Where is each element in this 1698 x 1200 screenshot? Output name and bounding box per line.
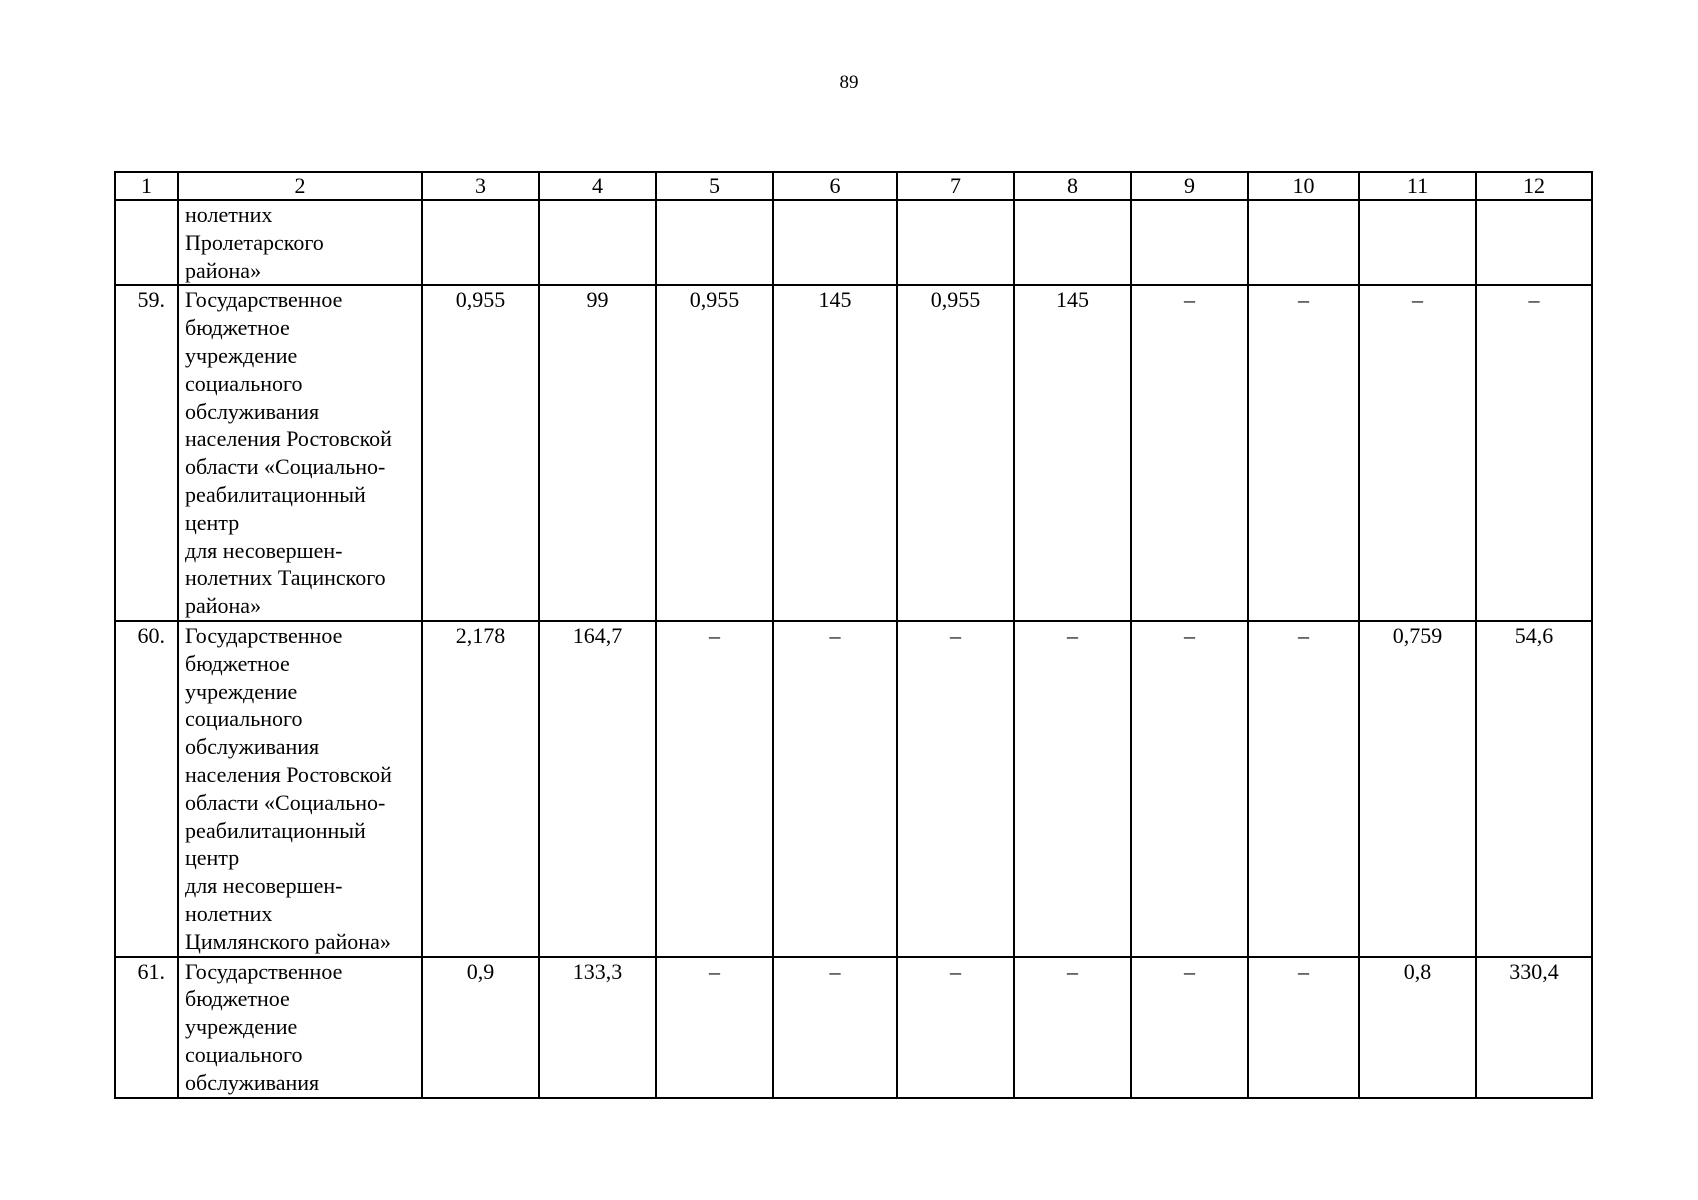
row-number: 59.: [115, 285, 178, 621]
table-cell: [1014, 200, 1131, 285]
column-header: 10: [1248, 172, 1359, 200]
column-header: 7: [897, 172, 1014, 200]
institution-name: Государственное бюджетное учреждение социального обслуживания: [178, 957, 422, 1098]
table-cell: [897, 200, 1014, 285]
table-cell: [1476, 200, 1592, 285]
table-cell: –: [1248, 957, 1359, 1098]
table-cell: –: [1248, 621, 1359, 957]
table-cell: –: [1014, 621, 1131, 957]
table-cell: –: [1014, 957, 1131, 1098]
table-cell: [773, 200, 897, 285]
column-header: 2: [178, 172, 422, 200]
page-number: 89: [839, 72, 859, 93]
column-header: 9: [1131, 172, 1248, 200]
table-cell: [1248, 200, 1359, 285]
institution-name: нолетних Пролетарского района»: [178, 200, 422, 285]
table-cell: 0,9: [422, 957, 539, 1098]
table-cell: 164,7: [539, 621, 656, 957]
column-header: 8: [1014, 172, 1131, 200]
column-header: 3: [422, 172, 539, 200]
table-cell: 133,3: [539, 957, 656, 1098]
table-cell: 99: [539, 285, 656, 621]
table-cell: –: [656, 957, 773, 1098]
table-cell: 54,6: [1476, 621, 1592, 957]
table-cell: 145: [1014, 285, 1131, 621]
table-cell: –: [1131, 621, 1248, 957]
table-cell: [1131, 200, 1248, 285]
column-header: 4: [539, 172, 656, 200]
table-row: [115, 957, 1592, 1098]
table-row: [115, 200, 1592, 285]
table-cell: –: [1359, 285, 1476, 621]
table-cell: –: [897, 621, 1014, 957]
table-cell: 0,955: [656, 285, 773, 621]
table-cell: –: [1131, 957, 1248, 1098]
table-cell: –: [1476, 285, 1592, 621]
table-cell: [422, 200, 539, 285]
table-cell: 2,178: [422, 621, 539, 957]
table-row: [115, 285, 1592, 621]
column-header: 11: [1359, 172, 1476, 200]
data-table: [114, 171, 1593, 1099]
table-cell: [1359, 200, 1476, 285]
table-cell: 330,4: [1476, 957, 1592, 1098]
column-header: 1: [115, 172, 178, 200]
institution-name: Государственное бюджетное учреждение социального обслуживания населения Ростовской области «Социально- реабилитационный центр для несовершен- нолетних Цимлянского района»: [178, 621, 422, 957]
table-cell: –: [1131, 285, 1248, 621]
column-header: 12: [1476, 172, 1592, 200]
row-number: 61.: [115, 957, 178, 1098]
column-header: 6: [773, 172, 897, 200]
table-cell: –: [897, 957, 1014, 1098]
table-cell: –: [656, 621, 773, 957]
table-cell: [539, 200, 656, 285]
table-row: [115, 621, 1592, 957]
table-cell: –: [773, 621, 897, 957]
table-cell: 0,955: [422, 285, 539, 621]
table-cell: –: [1248, 285, 1359, 621]
institution-name: Государственное бюджетное учреждение социального обслуживания населения Ростовской области «Социально- реабилитационный центр для несовершен- нолетних Тацинского района»: [178, 285, 422, 621]
row-number: 60.: [115, 621, 178, 957]
table-header-row: [115, 172, 1592, 200]
row-number: [115, 200, 178, 285]
table-cell: 145: [773, 285, 897, 621]
table-cell: 0,8: [1359, 957, 1476, 1098]
table-cell: 0,955: [897, 285, 1014, 621]
table-cell: –: [773, 957, 897, 1098]
column-header: 5: [656, 172, 773, 200]
table-cell: [656, 200, 773, 285]
table-cell: 0,759: [1359, 621, 1476, 957]
